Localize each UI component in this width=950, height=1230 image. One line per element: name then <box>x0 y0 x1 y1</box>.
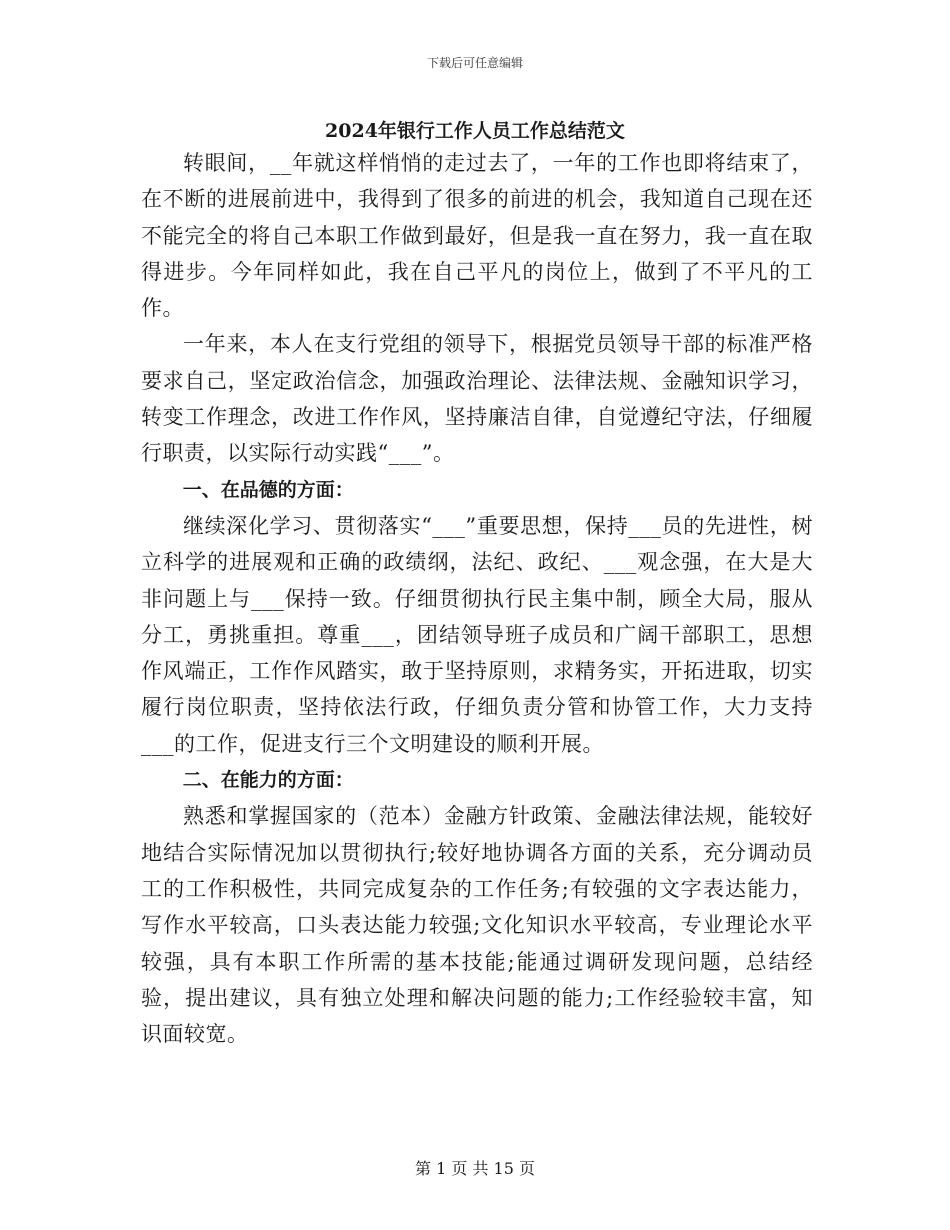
page-number: 第 1 页 共 15 页 <box>415 1159 535 1178</box>
intro-paragraph: 一年来，本人在支行党组的领导下，根据党员领导干部的标准严格要求自己，坚定政治信念，加强政治理论、法律法规、金融知识学习，转变工作理念，改进工作作风，坚持廉洁自律，自觉遵纪守法，仔细履行职责，以实际行动实践“___”。 <box>141 332 813 466</box>
section-heading: 二、在能力的方面： <box>182 769 354 792</box>
document-body <box>141 145 813 1052</box>
section-paragraph: 熟悉和掌握国家的（范本）金融方针政策、金融法律法规，能较好地结合实际情况加以贯彻执行;较好地协调各方面的关系，充分调动员工的工作积极性，共同完成复杂的工作任务;有较强的文字表达能力，写作水平较高，口头表达能力较强;文化知识水平较高，专业理论水平较强，具有本职工作所需的基本技能;能通过调研发现问题，总结经验，提出建议，具有独立处理和解决问题的能力;工作经验较丰富，知识面较宽。 <box>141 804 813 1047</box>
intro-paragraph: 转眼间，__年就这样悄悄的走过去了，一年的工作也即将结束了，在不断的进展前进中，我得到了很多的前进的机会，我知道自己现在还不能完全的将自己本职工作做到最好，但是我一直在努力，我一直在取得进步。今年同样如此，我在自己平凡的岗位上，做到了不平凡的工作。 <box>141 151 813 321</box>
section-heading: 一、在品德的方面： <box>182 478 354 501</box>
header-note: 下载后可任意编辑 <box>426 56 523 70</box>
section-paragraph: 继续深化学习、贯彻落实“___”重要思想，保持___员的先进性，树立科学的进展观和正确的政绩纲，法纪、政纪、___观念强，在大是大非问题上与___保持一致。仔细贯彻执行民主集中制，顾全大局，服从分工，勇挑重担。尊重___，团结领导班子成员和广阔干部职工，思想作风端正，工作作风踏实，敢于坚持原则，求精务实，开拓进取，切实履行岗位职责，坚持依法行政，仔细负责分管和协管工作，大力支持___的工作，促进支行三个文明建设的顺利开展。 <box>141 513 813 756</box>
document-title: 2024年银行工作人员工作总结范文 <box>325 120 625 142</box>
